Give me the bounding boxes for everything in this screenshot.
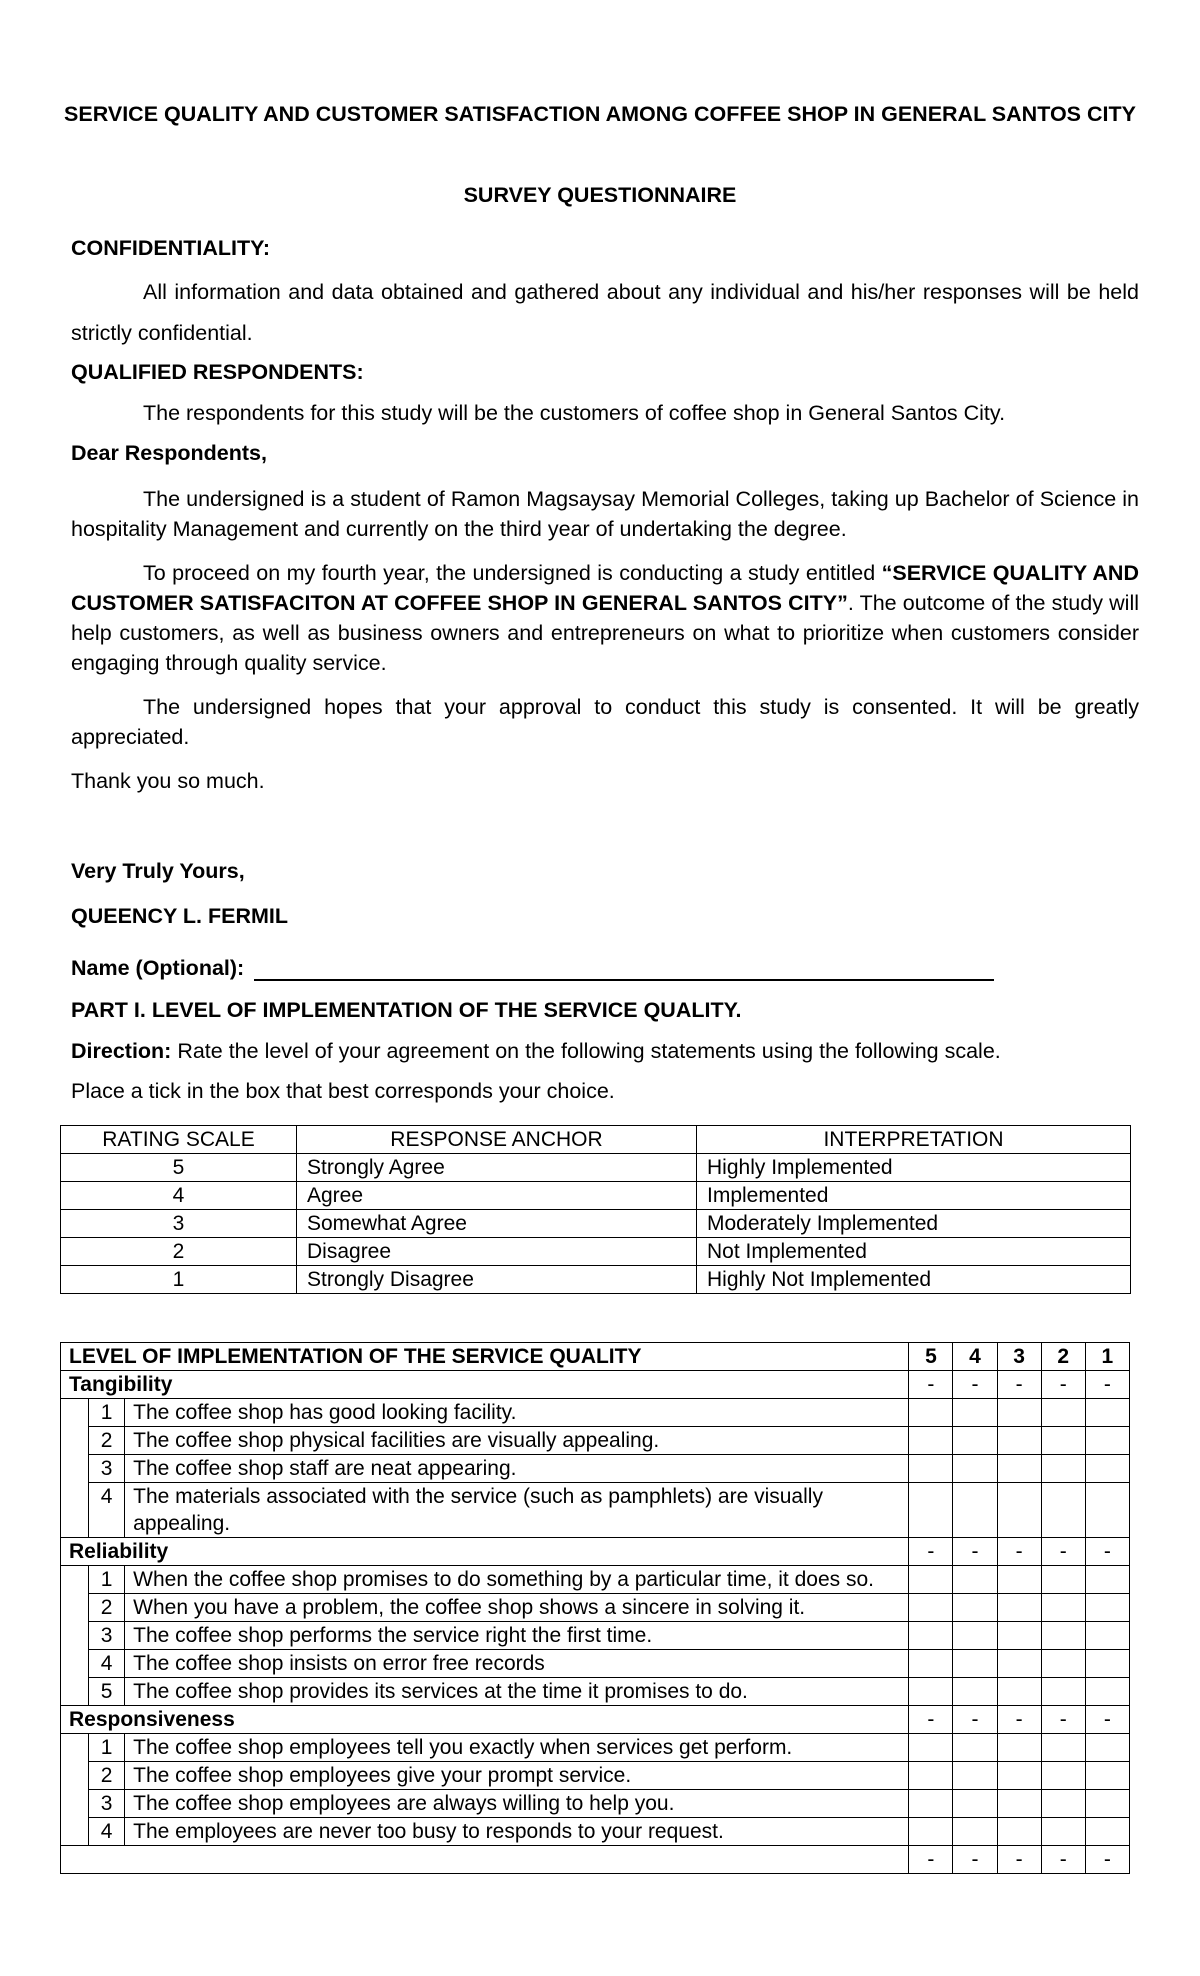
tick-box[interactable] xyxy=(1041,1790,1085,1818)
scale-anchor: Strongly Agree xyxy=(297,1154,697,1182)
section-dash: - xyxy=(953,1371,997,1399)
tick-box[interactable] xyxy=(1041,1455,1085,1483)
direction-line-2: Place a tick in the box that best corresponds your choice. xyxy=(71,1079,615,1103)
tick-box[interactable] xyxy=(1041,1650,1085,1678)
scale-column-header: 5 xyxy=(909,1343,953,1371)
tick-box[interactable] xyxy=(909,1650,953,1678)
indent-cell xyxy=(61,1818,89,1846)
section-name: Responsiveness xyxy=(61,1706,909,1734)
statement-row xyxy=(61,1790,1130,1818)
tick-box[interactable] xyxy=(1085,1566,1129,1594)
statement-text: When you have a problem, the coffee shop shows a sincere in solving it. xyxy=(125,1594,909,1622)
section-row xyxy=(61,1706,1130,1734)
tick-box[interactable] xyxy=(909,1594,953,1622)
scale-interpretation: Implemented xyxy=(697,1182,1131,1210)
indent-cell xyxy=(61,1762,89,1790)
indent-cell xyxy=(61,1622,89,1650)
scale-header-cell: INTERPRETATION xyxy=(697,1126,1131,1154)
direction-line xyxy=(71,1036,1139,1066)
paragraph-1: The undersigned is a student of Ramon Magsaysay Memorial Colleges, taking up Bachelor of Science in hospitality Management and currently on the third year of undertaking the degree. xyxy=(71,487,1139,541)
scale-rating: 5 xyxy=(61,1154,297,1182)
statement-text: The coffee shop insists on error free records xyxy=(125,1650,909,1678)
section-dash: - xyxy=(909,1371,953,1399)
section-name: Reliability xyxy=(61,1538,909,1566)
tick-box[interactable] xyxy=(997,1566,1041,1594)
tick-box[interactable] xyxy=(997,1622,1041,1650)
signatory-name: QUEENCY L. FERMIL xyxy=(71,904,289,928)
trailing-dash: - xyxy=(953,1846,997,1874)
document-subtitle: SURVEY QUESTIONNAIRE xyxy=(463,183,737,207)
direction-text: Rate the level of your agreement on the following statements using the following scale. xyxy=(171,1039,1001,1063)
tick-box[interactable] xyxy=(1085,1734,1129,1762)
section-dash: - xyxy=(997,1538,1041,1566)
scale-row xyxy=(61,1266,1131,1294)
tick-box[interactable] xyxy=(953,1427,997,1455)
statement-number: 2 xyxy=(89,1427,125,1455)
indent-cell xyxy=(61,1427,89,1455)
statement-number: 4 xyxy=(89,1650,125,1678)
paragraph-3: The undersigned hopes that your approval to conduct this study is consented. It will be greatly appreciated. xyxy=(71,695,1139,749)
tick-box[interactable] xyxy=(1041,1678,1085,1706)
indent-cell xyxy=(61,1790,89,1818)
section-row xyxy=(61,1538,1130,1566)
statement-text: The employees are never too busy to responds to your request. xyxy=(125,1818,909,1846)
scale-rating: 3 xyxy=(61,1210,297,1238)
statement-number: 2 xyxy=(89,1762,125,1790)
tick-box[interactable] xyxy=(1085,1427,1129,1455)
scale-interpretation: Moderately Implemented xyxy=(697,1210,1131,1238)
scale-column-header: 4 xyxy=(953,1343,997,1371)
thanks-line: Thank you so much. xyxy=(71,769,265,793)
tick-box[interactable] xyxy=(909,1818,953,1846)
tick-box[interactable] xyxy=(1085,1622,1129,1650)
greeting: Dear Respondents, xyxy=(71,441,267,465)
tick-box[interactable] xyxy=(909,1455,953,1483)
indent-cell xyxy=(61,1483,89,1538)
scale-rating: 1 xyxy=(61,1266,297,1294)
indent-cell xyxy=(61,1678,89,1706)
tick-box[interactable] xyxy=(1085,1455,1129,1483)
tick-box[interactable] xyxy=(953,1762,997,1790)
scale-column-header: 3 xyxy=(997,1343,1041,1371)
scale-row xyxy=(61,1182,1131,1210)
tick-box[interactable] xyxy=(1085,1790,1129,1818)
trailing-dash: - xyxy=(1085,1846,1129,1874)
tick-box[interactable] xyxy=(909,1734,953,1762)
scale-header-cell: RESPONSE ANCHOR xyxy=(297,1126,697,1154)
tick-box[interactable] xyxy=(953,1594,997,1622)
tick-box[interactable] xyxy=(953,1455,997,1483)
statement-text: The coffee shop physical facilities are visually appealing. xyxy=(125,1427,909,1455)
section-dash: - xyxy=(1085,1371,1129,1399)
statement-row xyxy=(61,1399,1130,1427)
trailing-dash: - xyxy=(997,1846,1041,1874)
tick-box[interactable] xyxy=(1085,1762,1129,1790)
statement-text: The coffee shop staff are neat appearing. xyxy=(125,1455,909,1483)
section-dash: - xyxy=(1085,1538,1129,1566)
rating-scale-table xyxy=(60,1125,1131,1294)
indent-cell xyxy=(61,1734,89,1762)
tick-box[interactable] xyxy=(909,1678,953,1706)
tick-box[interactable] xyxy=(997,1790,1041,1818)
statement-row xyxy=(61,1483,1130,1538)
statement-text: The coffee shop performs the service right the first time. xyxy=(125,1622,909,1650)
statement-row xyxy=(61,1427,1130,1455)
tick-box[interactable] xyxy=(1041,1818,1085,1846)
indent-cell xyxy=(61,1566,89,1594)
tick-box[interactable] xyxy=(1085,1678,1129,1706)
respondents-text: The respondents for this study will be the customers of coffee shop in General Santos City. xyxy=(143,401,1006,425)
statement-number: 4 xyxy=(89,1818,125,1846)
scale-anchor: Strongly Disagree xyxy=(297,1266,697,1294)
tick-box[interactable] xyxy=(997,1455,1041,1483)
tick-box[interactable] xyxy=(1085,1650,1129,1678)
tick-box[interactable] xyxy=(997,1650,1041,1678)
scale-rating: 4 xyxy=(61,1182,297,1210)
scale-anchor: Agree xyxy=(297,1182,697,1210)
section-dash: - xyxy=(1041,1706,1085,1734)
confidentiality-text: All information and data obtained and gathered about any individual and his/her responses will be held strictly confidential. xyxy=(71,280,1139,345)
tick-box[interactable] xyxy=(909,1566,953,1594)
statement-number: 1 xyxy=(89,1399,125,1427)
statement-number: 1 xyxy=(89,1734,125,1762)
trailing-row xyxy=(61,1846,1130,1874)
document-title: SERVICE QUALITY AND CUSTOMER SATISFACTION AMONG COFFEE SHOP IN GENERAL SANTOS CITY xyxy=(64,102,1136,126)
part-heading: PART I. LEVEL OF IMPLEMENTATION OF THE SERVICE QUALITY. xyxy=(71,998,742,1022)
section-dash: - xyxy=(909,1538,953,1566)
tick-box[interactable] xyxy=(997,1762,1041,1790)
statement-number: 4 xyxy=(89,1483,125,1538)
statement-row xyxy=(61,1762,1130,1790)
tick-box[interactable] xyxy=(1085,1483,1129,1538)
tick-box[interactable] xyxy=(953,1399,997,1427)
name-field-row xyxy=(71,956,994,981)
section-dash: - xyxy=(997,1706,1041,1734)
statement-row xyxy=(61,1622,1130,1650)
statement-number: 3 xyxy=(89,1622,125,1650)
indent-cell xyxy=(61,1399,89,1427)
statement-text: The coffee shop employees give your prompt service. xyxy=(125,1762,909,1790)
tick-box[interactable] xyxy=(953,1622,997,1650)
blank-cell xyxy=(61,1846,909,1874)
tick-box[interactable] xyxy=(909,1790,953,1818)
tick-box[interactable] xyxy=(997,1734,1041,1762)
statement-row xyxy=(61,1455,1130,1483)
service-quality-table xyxy=(60,1342,1130,1874)
section-dash: - xyxy=(953,1706,997,1734)
paragraph-2-end: . The outcome of the study will help customers, as well as business owners and entrepreneurs on what to prioritize when customers consider engaging through quality service. xyxy=(71,591,1139,675)
tick-box[interactable] xyxy=(1041,1762,1085,1790)
tick-box[interactable] xyxy=(953,1483,997,1538)
scale-column-header: 2 xyxy=(1041,1343,1085,1371)
scale-interpretation: Not Implemented xyxy=(697,1238,1131,1266)
tick-box[interactable] xyxy=(909,1399,953,1427)
tick-box[interactable] xyxy=(997,1427,1041,1455)
tick-box[interactable] xyxy=(997,1678,1041,1706)
statement-row xyxy=(61,1818,1130,1846)
statement-row xyxy=(61,1650,1130,1678)
tick-box[interactable] xyxy=(953,1790,997,1818)
scale-row xyxy=(61,1154,1131,1182)
statement-text: The materials associated with the service (such as pamphlets) are visually appealing. xyxy=(125,1483,909,1538)
statement-text: When the coffee shop promises to do something by a particular time, it does so. xyxy=(125,1566,909,1594)
trailing-dash: - xyxy=(1041,1846,1085,1874)
tick-box[interactable] xyxy=(1085,1594,1129,1622)
tick-box[interactable] xyxy=(1085,1399,1129,1427)
statement-row xyxy=(61,1594,1130,1622)
tick-box[interactable] xyxy=(997,1818,1041,1846)
level-header-row xyxy=(61,1343,1130,1371)
paragraph-2-start: To proceed on my fourth year, the undersigned is conducting a study entitled xyxy=(143,561,882,585)
statement-row xyxy=(61,1566,1130,1594)
trailing-dash: - xyxy=(909,1846,953,1874)
statement-number: 2 xyxy=(89,1594,125,1622)
section-dash: - xyxy=(1041,1538,1085,1566)
tick-box[interactable] xyxy=(909,1483,953,1538)
tick-box[interactable] xyxy=(1041,1399,1085,1427)
tick-box[interactable] xyxy=(1041,1483,1085,1538)
section-dash: - xyxy=(953,1538,997,1566)
statement-text: The coffee shop employees are always willing to help you. xyxy=(125,1790,909,1818)
tick-box[interactable] xyxy=(1041,1427,1085,1455)
level-table-header: LEVEL OF IMPLEMENTATION OF THE SERVICE QUALITY xyxy=(61,1343,909,1371)
name-input-line[interactable] xyxy=(254,957,994,981)
study-title-quote: “SERVICE QUALITY AND CUSTOMER SATISFACITON AT COFFEE SHOP IN GENERAL SANTOS CITY” xyxy=(71,561,1139,615)
tick-box[interactable] xyxy=(953,1566,997,1594)
tick-box[interactable] xyxy=(953,1734,997,1762)
tick-box[interactable] xyxy=(953,1818,997,1846)
statement-number: 3 xyxy=(89,1790,125,1818)
tick-box[interactable] xyxy=(1085,1818,1129,1846)
tick-box[interactable] xyxy=(997,1483,1041,1538)
confidentiality-heading: CONFIDENTIALITY: xyxy=(71,236,271,260)
statement-row xyxy=(61,1678,1130,1706)
respondents-heading: QUALIFIED RESPONDENTS: xyxy=(71,360,364,384)
indent-cell xyxy=(61,1455,89,1483)
section-dash: - xyxy=(997,1371,1041,1399)
tick-box[interactable] xyxy=(909,1622,953,1650)
indent-cell xyxy=(61,1594,89,1622)
tick-box[interactable] xyxy=(1041,1622,1085,1650)
tick-box[interactable] xyxy=(1041,1594,1085,1622)
scale-interpretation: Highly Not Implemented xyxy=(697,1266,1131,1294)
statement-number: 3 xyxy=(89,1455,125,1483)
tick-box[interactable] xyxy=(997,1399,1041,1427)
tick-box[interactable] xyxy=(909,1427,953,1455)
scale-anchor: Somewhat Agree xyxy=(297,1210,697,1238)
scale-header-row xyxy=(61,1126,1131,1154)
scale-interpretation: Highly Implemented xyxy=(697,1154,1131,1182)
scale-anchor: Disagree xyxy=(297,1238,697,1266)
statement-text: The coffee shop employees tell you exactly when services get perform. xyxy=(125,1734,909,1762)
indent-cell xyxy=(61,1650,89,1678)
tick-box[interactable] xyxy=(997,1594,1041,1622)
statement-text: The coffee shop provides its services at the time it promises to do. xyxy=(125,1678,909,1706)
scale-header-cell: RATING SCALE xyxy=(61,1126,297,1154)
statement-row xyxy=(61,1734,1130,1762)
tick-box[interactable] xyxy=(909,1762,953,1790)
section-dash: - xyxy=(909,1706,953,1734)
paragraph-2 xyxy=(71,558,1139,678)
scale-row xyxy=(61,1238,1131,1266)
scale-column-header: 1 xyxy=(1085,1343,1129,1371)
name-label: Name (Optional): xyxy=(71,956,245,980)
statement-text: The coffee shop has good looking facility. xyxy=(125,1399,909,1427)
section-dash: - xyxy=(1041,1371,1085,1399)
statement-number: 1 xyxy=(89,1566,125,1594)
closing-line: Very Truly Yours, xyxy=(71,859,245,883)
statement-number: 5 xyxy=(89,1678,125,1706)
tick-box[interactable] xyxy=(1041,1734,1085,1762)
tick-box[interactable] xyxy=(953,1678,997,1706)
direction-label: Direction: xyxy=(71,1039,172,1063)
section-dash: - xyxy=(1085,1706,1129,1734)
tick-box[interactable] xyxy=(1041,1566,1085,1594)
tick-box[interactable] xyxy=(953,1650,997,1678)
scale-rating: 2 xyxy=(61,1238,297,1266)
section-row xyxy=(61,1371,1130,1399)
section-name: Tangibility xyxy=(61,1371,909,1399)
scale-row xyxy=(61,1210,1131,1238)
